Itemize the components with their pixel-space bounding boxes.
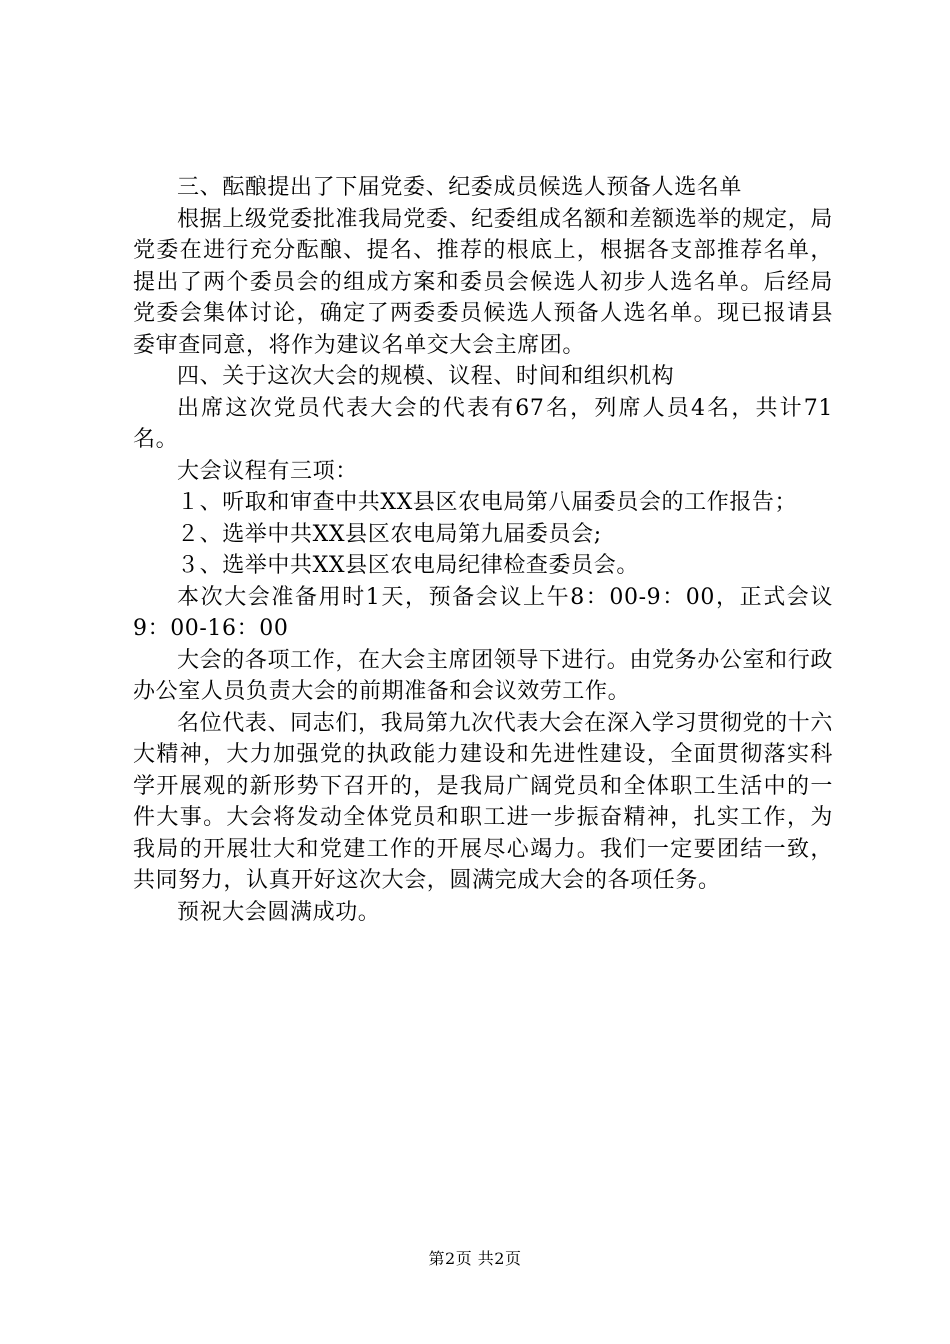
section-heading-4: 四、关于这次大会的规模、议程、时间和组织机构 bbox=[177, 364, 675, 389]
paragraph-schedule: 本次大会准备用时1天，预备会议上午8：00-9：00，正式会议9：00-16：00 bbox=[133, 584, 833, 641]
agenda-item-3: ３、选举中共XX县区农电局纪律检查委员会。 bbox=[177, 553, 639, 578]
page-number-footer: 第2页 共2页 bbox=[428, 1249, 522, 1268]
document-body bbox=[133, 172, 833, 928]
paragraph-closing-remarks: 名位代表、同志们，我局第九次代表大会在深入学习贯彻党的十六大精神，大力加强党的执政能力建设和先进性建设，全面贯彻落实科学开展观的新形势下召开的，是我局广阔党员和全体职工生活中的一件大事。大会将发动全体党员和职工进一步振奋精神，扎实工作，为我局的开展壮大和党建工作的开展尽心竭力。我们一定要团结一致，共同努力，认真开好这次大会，圆满完成大会的各项任务。 bbox=[133, 710, 833, 893]
paragraph-organization: 大会的各项工作，在大会主席团领导下进行。由党务办公室和行政办公室人员负责大会的前期准备和会议效劳工作。 bbox=[133, 647, 833, 704]
paragraph-wish-success: 预祝大会圆满成功。 bbox=[177, 899, 381, 925]
agenda-item-2: ２、选举中共XX县区农电局第九届委员会; bbox=[177, 521, 602, 547]
agenda-item-1: １、听取和审查中共XX县区农电局第八届委员会的工作报告； bbox=[177, 490, 798, 515]
paragraph-attendance: 出席这次党员代表大会的代表有67名，列席人员4名，共计71名。 bbox=[133, 395, 833, 452]
paragraph-candidate-nomination: 根据上级党委批准我局党委、纪委组成名额和差额选举的规定，局党委在进行充分酝酿、提名、推荐的根底上，根据各支部推荐名单，提出了两个委员会的组成方案和委员会候选人初步人选名单。后经局党委会集体讨论，确定了两委委员候选人预备人选名单。现已报请县委审查同意，将作为建议名单交大会主席团。 bbox=[133, 206, 833, 358]
section-heading-3: 三、酝酿提出了下届党委、纪委成员候选人预备人选名单 bbox=[177, 175, 743, 200]
paragraph-agenda-intro: 大会议程有三项： bbox=[177, 458, 358, 484]
